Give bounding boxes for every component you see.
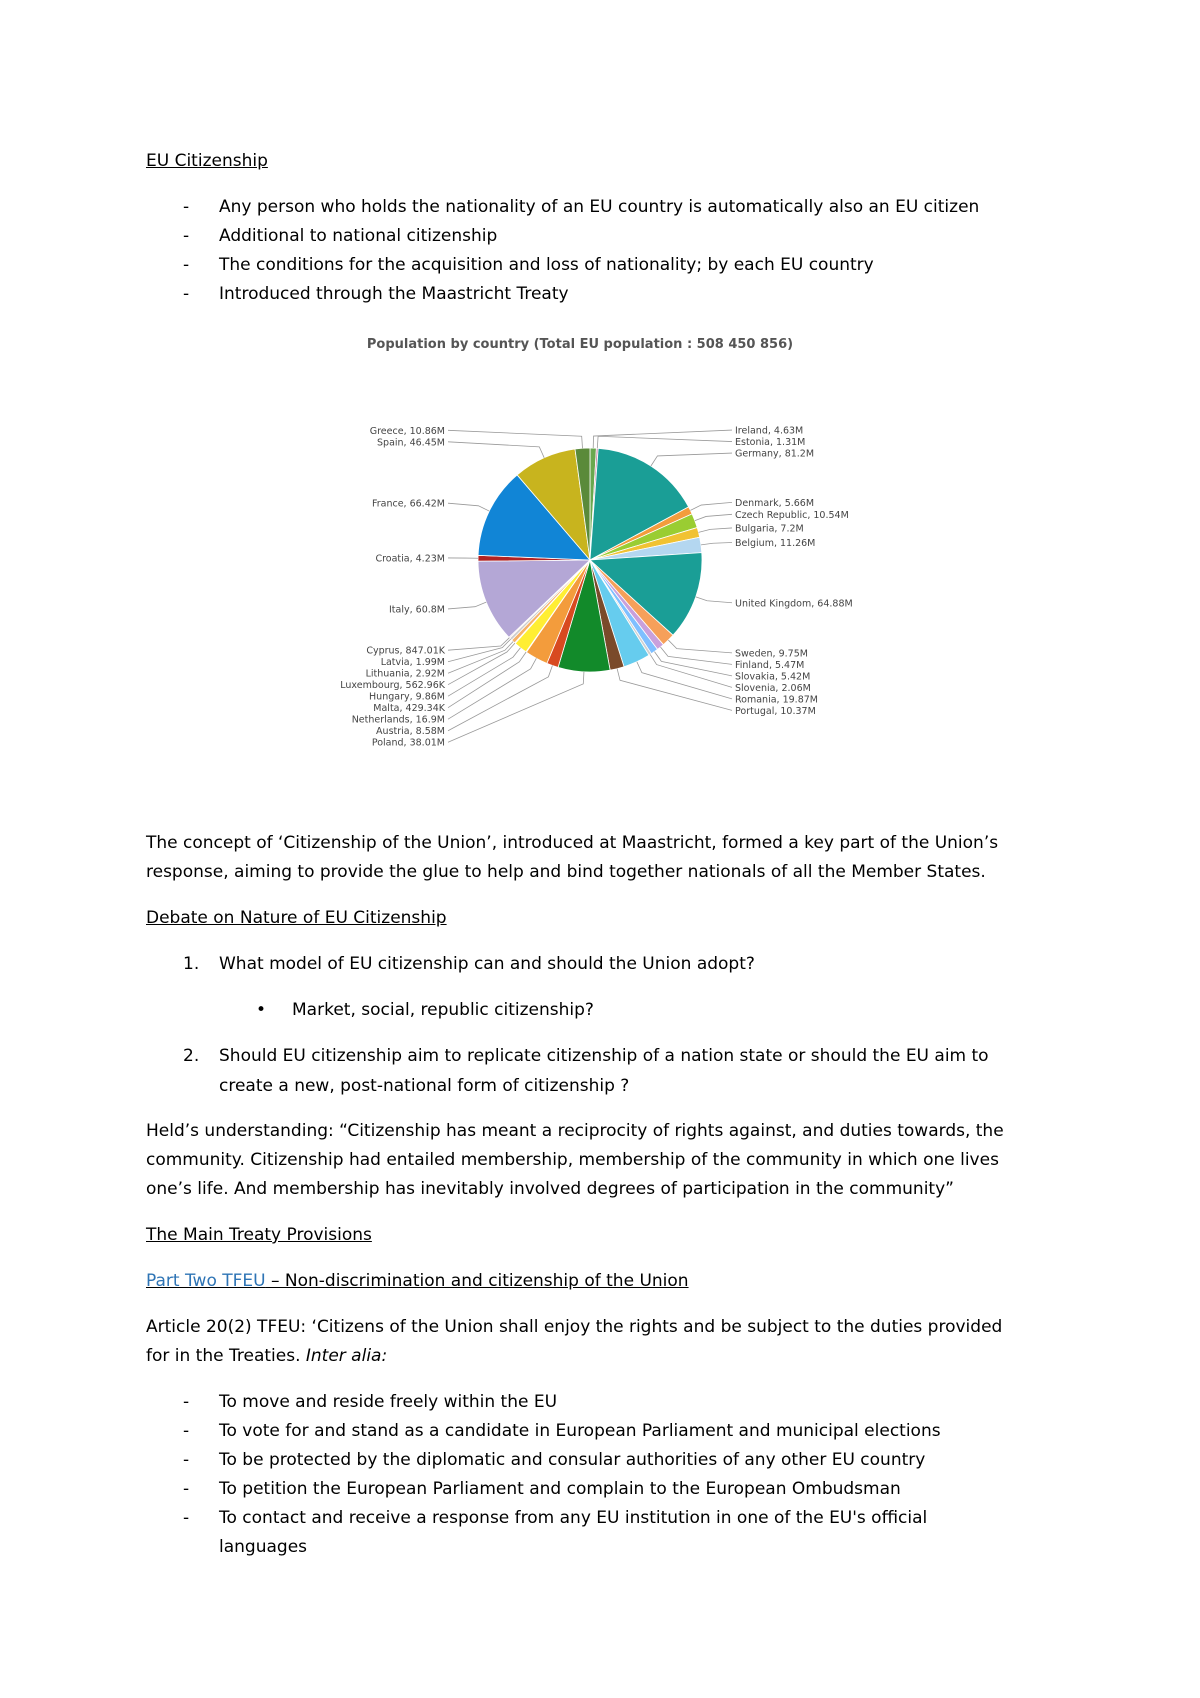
article-line-1: Article 20(2) TFEU: ‘Citizens of the Union shall enjoy the rights and be subject to the duties provided bbox=[146, 1317, 1003, 1337]
pie-leader-line bbox=[660, 647, 732, 664]
chart-title: Population by country (Total EU population : 508 450 856) bbox=[366, 337, 794, 352]
pie-slice-label: Greece, 10.86M bbox=[369, 425, 445, 437]
pie-slice-label: Latvia, 1.99M bbox=[380, 657, 445, 669]
numbered-item-1: 1. What model of EU citizenship can and should the Union adopt? bbox=[183, 954, 755, 974]
pie-slice-label: Slovenia, 2.06M bbox=[735, 682, 811, 694]
pie-slice-label: Sweden, 9.75M bbox=[735, 648, 808, 660]
pie-slice-label: Spain, 46.45M bbox=[377, 437, 445, 449]
article-line-2: for in the Treaties. Inter alia: bbox=[146, 1346, 388, 1366]
pie-slice-label: Ireland, 4.63M bbox=[735, 425, 804, 437]
list-item: - To move and reside freely within the EU bbox=[183, 1392, 558, 1412]
pie-leader-line bbox=[668, 640, 732, 653]
pie-slice-label: Belgium, 11.26M bbox=[735, 537, 816, 549]
pie-slice-label: Estonia, 1.31M bbox=[735, 437, 806, 449]
part-two-line: Part Two TFEU – Non-discrimination and citizenship of the Union bbox=[146, 1271, 689, 1291]
list-item: - Any person who holds the nationality of an EU country is automatically also an EU citizen bbox=[183, 197, 980, 217]
pie-slice-label: Romania, 19.87M bbox=[735, 694, 818, 706]
held-line-1: Held’s understanding: “Citizenship has meant a reciprocity of rights against, and duties towards, the bbox=[146, 1121, 1004, 1141]
pie-leader-line bbox=[617, 669, 732, 711]
pie-slice-label: Finland, 5.47M bbox=[735, 659, 805, 671]
pie-slice-label: Slovakia, 5.42M bbox=[735, 671, 811, 683]
pie-leader-line bbox=[448, 442, 544, 458]
pie-leader-line bbox=[637, 662, 732, 699]
concept-paragraph-line-1: The concept of ‘Citizenship of the Union’, introduced at Maastricht, formed a key part of the Union’s bbox=[146, 833, 999, 853]
pie-slice-label: Denmark, 5.66M bbox=[735, 497, 815, 509]
pie-slice-label: Italy, 60.8M bbox=[389, 604, 445, 616]
list-item: - To be protected by the diplomatic and consular authorities of any other EU country bbox=[183, 1450, 926, 1470]
held-line-3: one’s life. And membership has inevitably involved degrees of participation in the community” bbox=[146, 1179, 954, 1199]
pie-leader-line bbox=[696, 597, 732, 603]
pie-slice-label: Netherlands, 16.9M bbox=[351, 714, 445, 726]
list-item: - To petition the European Parliament and complain to the European Ombudsman bbox=[183, 1479, 901, 1499]
sub-bullet-item: • Market, social, republic citizenship? bbox=[256, 1000, 594, 1020]
pie-leader-line bbox=[651, 453, 732, 466]
list-item: - The conditions for the acquisition and loss of nationality; by each EU country bbox=[183, 255, 874, 275]
pie-leader-line bbox=[597, 436, 732, 448]
pie-slice-label: Bulgaria, 7.2M bbox=[735, 523, 804, 535]
pie-leader-line bbox=[448, 503, 489, 511]
heading-treaty-provisions: The Main Treaty Provisions bbox=[146, 1225, 372, 1245]
pie-leader-line bbox=[448, 652, 526, 708]
pie-leader-line bbox=[695, 514, 732, 520]
list-item: - Additional to national citizenship bbox=[183, 226, 498, 246]
pie-slice-label: Portugal, 10.37M bbox=[735, 705, 816, 717]
list-item-cont: languages bbox=[219, 1537, 308, 1557]
heading-debate: Debate on Nature of EU Citizenship bbox=[146, 908, 447, 928]
pie-leader-line bbox=[701, 542, 732, 544]
pie-slice-label: Czech Republic, 10.54M bbox=[735, 509, 849, 521]
numbered-item-2-cont: create a new, post-national form of citizenship ? bbox=[219, 1076, 630, 1096]
pie-slice-label: Cyprus, 847.01K bbox=[366, 645, 445, 657]
pie-slice-label: Austria, 8.58M bbox=[376, 726, 445, 738]
numbered-item-2: 2. Should EU citizenship aim to replicate citizenship of a nation state or should the EU aim to bbox=[183, 1046, 989, 1066]
list-item: - To vote for and stand as a candidate in European Parliament and municipal elections bbox=[183, 1421, 941, 1441]
pie-slice-label: Lithuania, 2.92M bbox=[365, 668, 445, 680]
pie-leader-line bbox=[448, 648, 520, 696]
pie-leader-line bbox=[448, 639, 511, 662]
pie-slice-label: Luxembourg, 562.96K bbox=[340, 680, 445, 692]
part-two-tfeu-link[interactable]: Part Two TFEU bbox=[146, 1271, 266, 1291]
pie-leader-line bbox=[654, 652, 732, 676]
pie-leader-line bbox=[448, 602, 486, 609]
pie-slice-label: Hungary, 9.86M bbox=[369, 691, 445, 703]
pie-slice-label: Poland, 38.01M bbox=[371, 737, 445, 749]
pie-leader-line bbox=[690, 502, 732, 510]
pie-slice-label: Malta, 429.34K bbox=[373, 703, 445, 715]
pie-leader-line bbox=[699, 528, 732, 532]
concept-paragraph-line-2: response, aiming to provide the glue to help and bind together nationals of all the Member States. bbox=[146, 862, 986, 882]
pie-slice-label: France, 66.42M bbox=[371, 498, 445, 510]
pie-slice-label: United Kingdom, 64.88M bbox=[735, 598, 853, 610]
held-line-2: community. Citizenship had entailed membership, membership of the community in which one lives bbox=[146, 1150, 999, 1170]
list-item: - To contact and receive a response from any EU institution in one of the EU's official bbox=[183, 1508, 928, 1528]
list-item: - Introduced through the Maastricht Treaty bbox=[183, 284, 569, 304]
pie-slice-label: Germany, 81.2M bbox=[735, 448, 815, 460]
heading-eu-citizenship: EU Citizenship bbox=[146, 151, 268, 171]
population-pie-chart bbox=[320, 330, 853, 770]
pie-slice-label: Croatia, 4.23M bbox=[375, 553, 445, 565]
